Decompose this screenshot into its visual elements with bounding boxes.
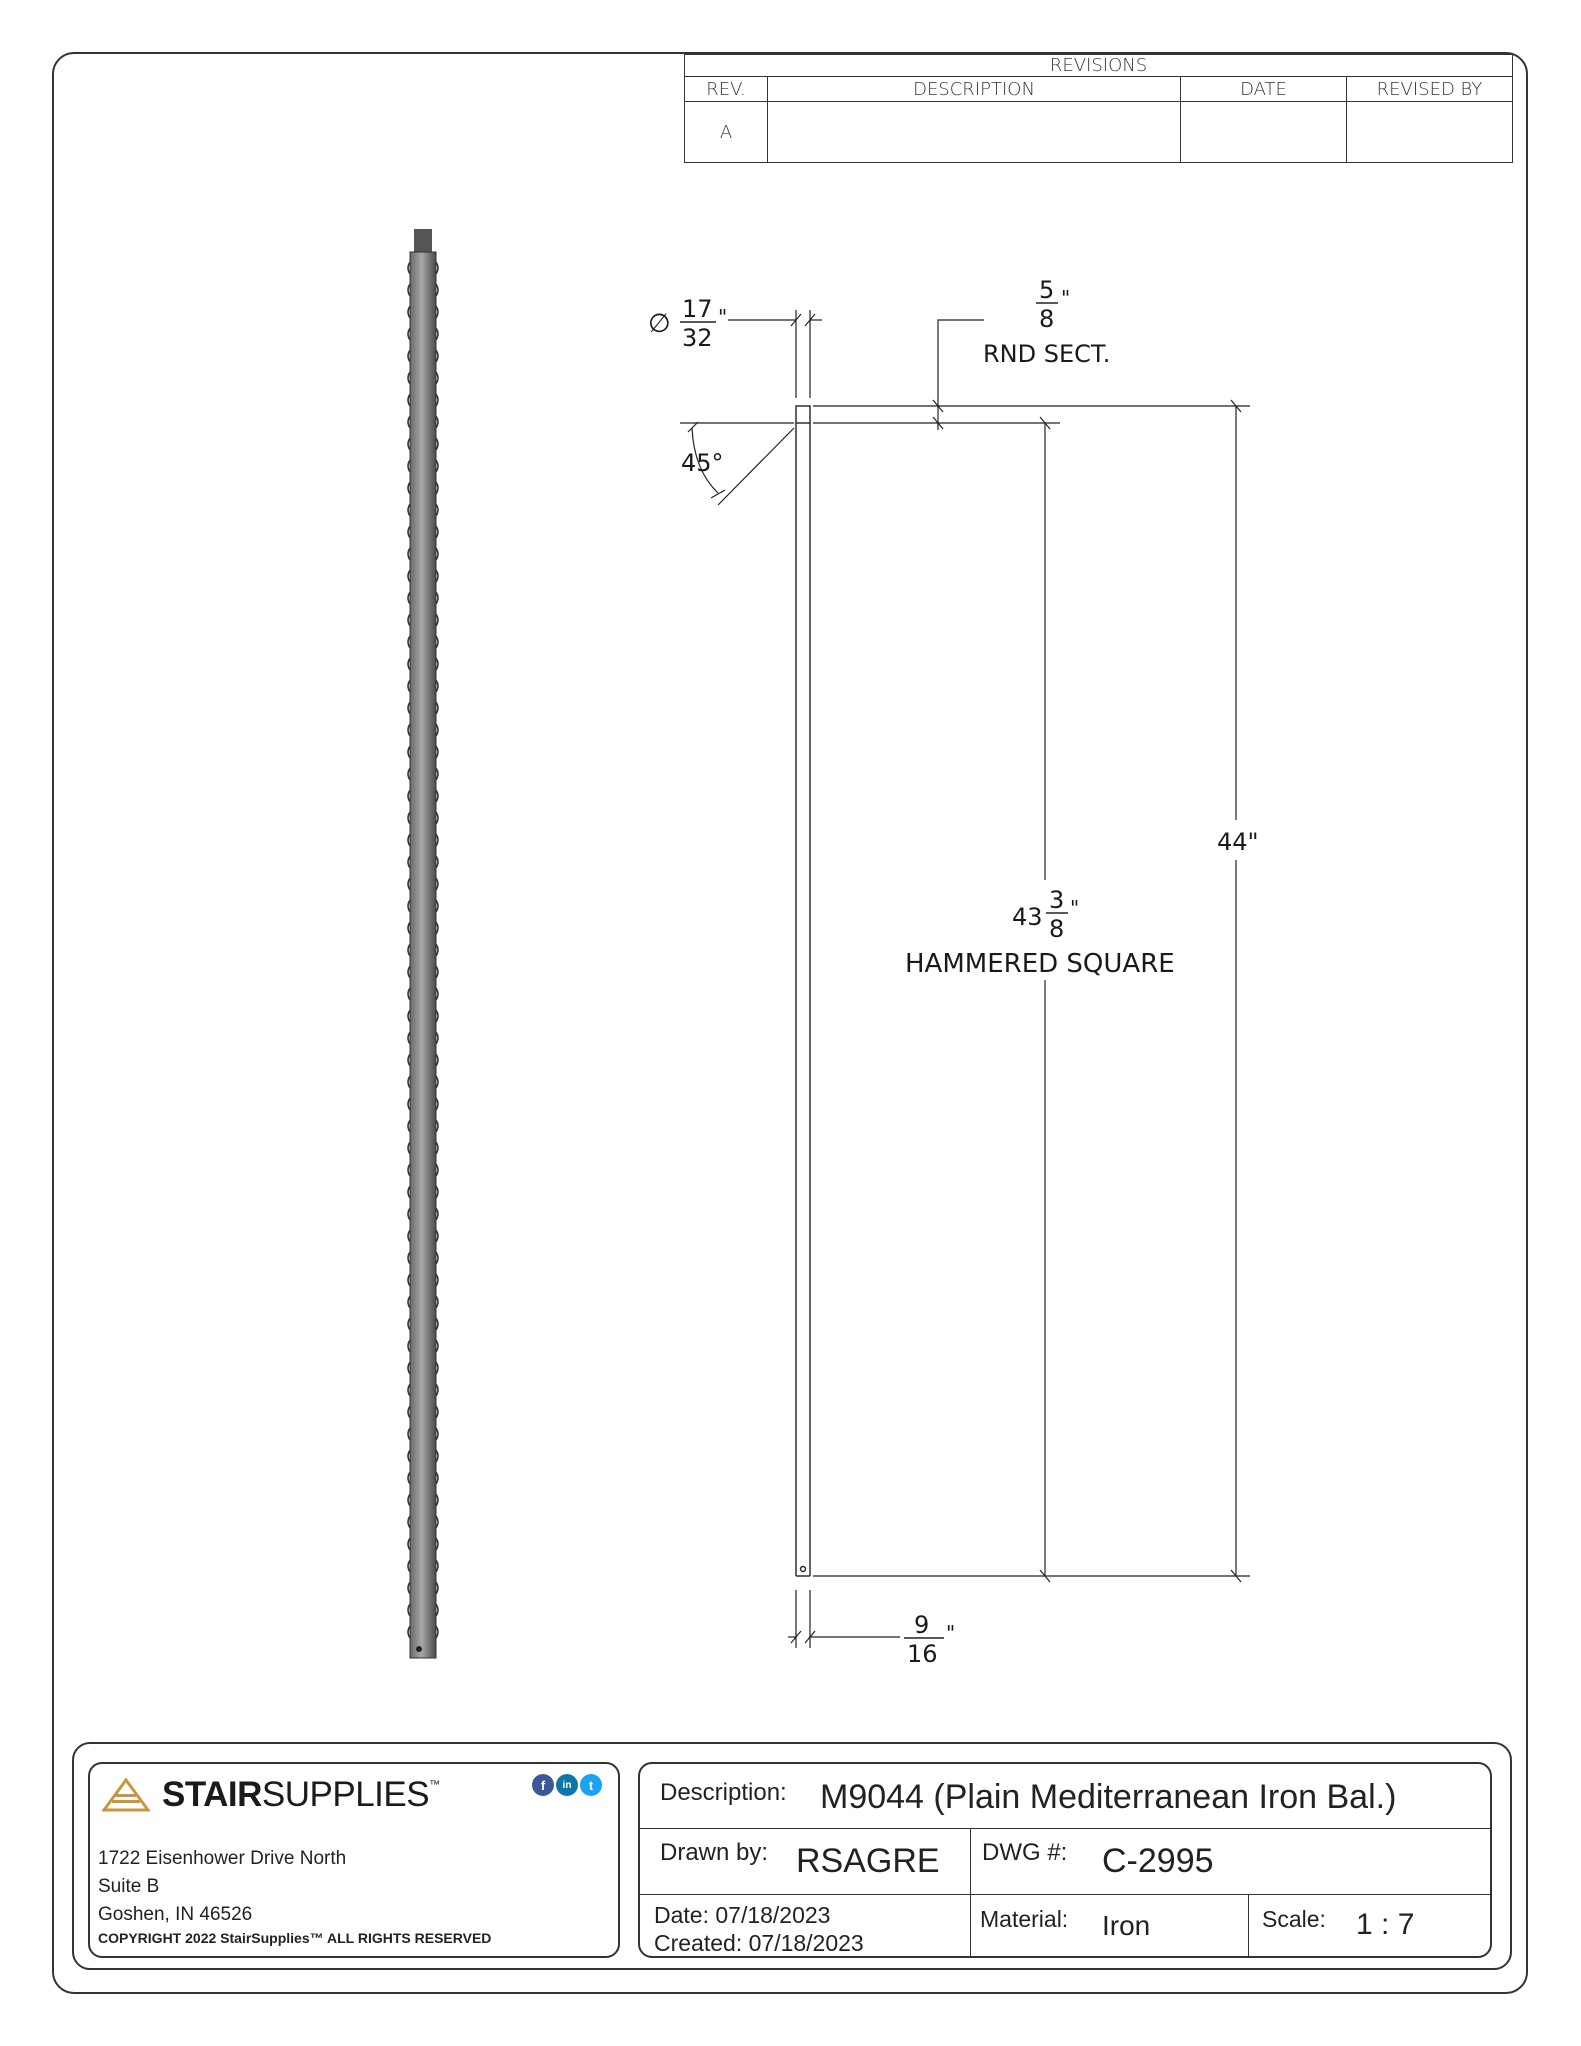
diameter-unit: " <box>718 305 728 329</box>
round-section-denominator: 8 <box>1039 305 1055 333</box>
info-divider-3 <box>970 1828 971 1958</box>
facebook-icon[interactable]: f <box>532 1774 554 1796</box>
info-divider-1 <box>640 1828 1490 1829</box>
rev-cell: A <box>685 102 768 163</box>
bottom-pin-hole <box>801 1567 806 1572</box>
baluster-top-tenon <box>414 229 432 253</box>
info-divider-4 <box>1248 1894 1249 1958</box>
width-denominator: 16 <box>907 1640 938 1668</box>
hammered-label: HAMMERED SQUARE <box>905 949 1175 979</box>
stair-logo-icon <box>102 1778 150 1812</box>
baluster-render <box>408 229 438 1658</box>
diameter-denominator: 32 <box>682 324 713 352</box>
baluster-pin-hole <box>416 1646 422 1652</box>
drawn-by-label: Drawn by: <box>660 1839 769 1866</box>
baluster-line-view <box>796 406 810 1576</box>
revisions-title: REVISIONS <box>685 55 1513 77</box>
description-header: DESCRIPTION <box>768 77 1181 102</box>
round-section-dimension <box>813 320 1250 430</box>
round-section-unit: " <box>1061 286 1071 310</box>
hammered-unit: " <box>1070 896 1080 920</box>
logo-tm: ™ <box>429 1779 440 1791</box>
linkedin-icon[interactable]: in <box>556 1774 578 1796</box>
copyright-notice: COPYRIGHT 2022 StairSupplies™ ALL RIGHTS RESERVED <box>98 1930 492 1946</box>
hammered-denominator: 8 <box>1049 915 1065 943</box>
width-unit: " <box>946 1621 956 1645</box>
address-line-3: Goshen, IN 46526 <box>98 1904 253 1925</box>
baluster-body <box>410 252 436 1658</box>
dwg-number-value: C-2995 <box>1102 1842 1214 1880</box>
diameter-numerator: 17 <box>682 295 713 323</box>
created-text: Created: 07/18/2023 <box>654 1930 864 1956</box>
hammered-whole: 43 <box>1012 903 1043 931</box>
dwg-number-label: DWG #: <box>982 1839 1068 1866</box>
round-section-numerator: 5 <box>1039 276 1055 304</box>
scale-value: 1 : 7 <box>1356 1908 1415 1941</box>
diameter-symbol: ∅ <box>648 309 671 339</box>
social-links <box>532 1774 602 1796</box>
description-label: Description: <box>660 1779 787 1806</box>
logo-bold: STAIR <box>162 1775 262 1814</box>
revised-by-header: REVISED BY <box>1347 77 1513 102</box>
date-header: DATE <box>1181 77 1347 102</box>
info-divider-2 <box>640 1894 1490 1895</box>
description-value: M9044 (Plain Mediterranean Iron Bal.) <box>820 1778 1397 1816</box>
date-text: Date: 07/18/2023 <box>654 1902 831 1928</box>
diameter-dimension <box>728 310 822 398</box>
angle-label: 45° <box>681 449 724 477</box>
stairsupplies-logo <box>102 1775 440 1815</box>
address-line-2: Suite B <box>98 1876 160 1897</box>
round-section-outline <box>796 406 810 423</box>
logo-light: SUPPLIES <box>261 1775 430 1814</box>
overall-length-label: 44" <box>1217 828 1259 856</box>
overall-length-dimension <box>813 400 1250 1582</box>
hammered-numerator: 3 <box>1049 886 1065 914</box>
scale-label: Scale: <box>1262 1906 1326 1932</box>
drawn-by-value: RSAGRE <box>796 1842 940 1880</box>
round-section-label: RND SECT. <box>983 340 1111 368</box>
twitter-icon[interactable]: t <box>580 1774 602 1796</box>
width-numerator: 9 <box>914 1611 930 1639</box>
address-line-1: 1722 Eisenhower Drive North <box>98 1848 347 1869</box>
rev-header: REV. <box>685 77 768 102</box>
hammered-length-dimension <box>1040 417 1050 1582</box>
width-dimension <box>788 1590 900 1648</box>
logo-wordmark <box>162 1775 440 1815</box>
material-label: Material: <box>980 1906 1069 1932</box>
material-value: Iron <box>1102 1910 1151 1941</box>
